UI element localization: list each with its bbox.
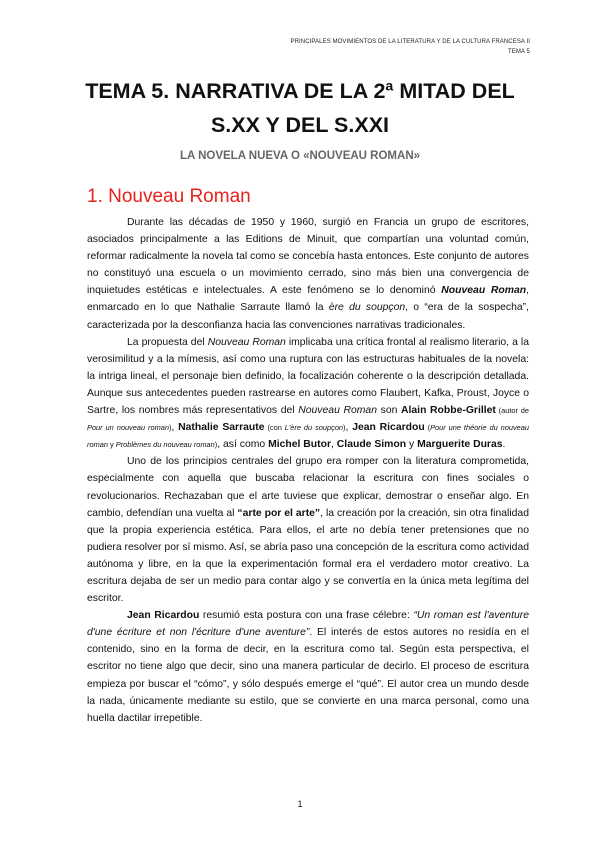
text-run: ère du soupçon — [328, 302, 406, 314]
title-line-2: S.XX Y DEL S.XXI — [210, 113, 390, 137]
text-run: ) — [214, 440, 218, 450]
text-run: Nouveau Roman — [298, 405, 377, 417]
text-run: Alain Robbe-Grillet — [401, 405, 496, 417]
text-run: y — [406, 439, 418, 451]
page-number: 1 — [297, 799, 303, 809]
paragraph — [87, 214, 529, 334]
title-line-1: TEMA 5. NARRATIVA DE LA 2ª MITAD DEL — [85, 79, 515, 103]
paragraph — [87, 334, 529, 454]
text-run: , así como — [217, 439, 269, 451]
text-run: Uno de los principios centrales del grupo era romper con la literatura comprometida, especialmente con aquella que buscaba relacionar la escritura con fines sociales o revolucionarios. Rechazaban que el arte tuviese que explicar, demostrar o enseñar algo. En cambio, defendían una vuelta al — [87, 456, 529, 519]
text-run: Michel Butor — [268, 439, 332, 451]
text-run: , — [345, 422, 353, 434]
text-run: Claude Simon — [336, 439, 407, 451]
paragraph — [87, 453, 529, 607]
document-title — [60, 74, 540, 142]
text-run: , o “era de la sospecha”, caracterizada por la desconfianza hacia las convenciones narrativas tradicionales. — [87, 302, 530, 331]
running-header — [290, 37, 530, 57]
text-run: implicaba una crítica frontal al realismo literario, a la verosimilitud y a la mímesis, así como una ruptura con las estructuras habituales de la novela: la intriga lineal, el personaje bien definido, la focalización coherente o la descripción detallada. Aunque sus antecedentes pueden rastrearse en autores como Flaubert, Kafka, Proust, Joyce o Sartre, los nombres más representativos del — [87, 336, 529, 417]
text-run: . El interés de estos autores no residía en el contenido, sino en la forma de decir, en la escritura como tal. Según esta perspectiva, el escritor no tiene algo que decir, sino una manera particular de decirlo. El proceso de escritura empieza por buscar el “cómo”, y sólo después emerge el “qué”. El autor crea un mundo desde la nada, únicamente mediante su estilo, que se convierte en una marca personal, como una huella dactilar irrepetible. — [87, 627, 529, 724]
text-run: Problèmes du nouveau roman — [115, 440, 215, 450]
text-run: L'ère du soupçon — [284, 423, 344, 433]
text-run: , enmarcado en lo que Nathalie Sarraute llamó la — [87, 285, 530, 314]
body-text — [87, 214, 529, 727]
text-run: (autor de — [495, 406, 530, 416]
text-run: Jean Ricardou — [127, 610, 200, 622]
text-run: ) — [343, 423, 346, 433]
text-run: . — [502, 439, 506, 451]
header-course-title: PRINCIPALES MOVIMIENTOS DE LA LITERATURA Y DE LA CULTURA FRANCESA II — [290, 39, 530, 45]
text-run: , — [171, 422, 179, 434]
text-run: “Un roman est l'aventure d'une écriture et non l'écriture d'une aventure” — [87, 610, 529, 639]
text-run: son — [376, 405, 402, 417]
text-run: Nouveau Roman — [441, 285, 527, 297]
text-run: Pour une théorie du nouveau roman — [87, 423, 529, 450]
paragraph — [87, 607, 529, 727]
text-run: Marguerite Duras — [417, 439, 503, 451]
text-run: y — [107, 440, 116, 450]
text-run: , — [331, 439, 337, 451]
text-run: Pour un nouveau roman — [87, 423, 169, 433]
document-subtitle: LA NOVELA NUEVA O «NOUVEAU ROMAN» — [179, 150, 421, 162]
text-run: ( — [424, 423, 431, 433]
text-run: Nathalie Sarraute — [178, 422, 265, 434]
text-run: Durante las décadas de 1950 y 1960, surgió en Francia un grupo de escritores, asociados principalmente a las Editions de Minuit, que compartían una voluntad común, reformar radicalmente la novela tal como se concebía hasta entonces. Este conjunto de autores no constituyó una escuela o un movimiento cerrado, sino más bien una convergencia de inquietudes estéticas e intelectuales. A este fenómeno se lo denominó — [87, 217, 529, 297]
text-run: resumió esta postura con una frase célebre: — [199, 610, 414, 622]
text-run: La propuesta del — [127, 336, 208, 348]
text-run: , la creación por la creación, sin otra finalidad que la propia experiencia estética. Para ellos, el arte no debía tener pretensiones que no pudiera resolver por sí mismo. Así, se abría paso una concepción de la escritura como actividad autónoma y libre, en la que la experimentación formal era el verdadero motor creativo. La escritura dejaba de ser un medio para contar algo y se convertía en la única meta legítima del escritor. — [87, 507, 529, 605]
header-topic: TEMA 5 — [508, 49, 530, 55]
text-run: Nouveau Roman — [207, 336, 286, 348]
text-run: “arte por el arte” — [237, 507, 321, 519]
text-run: Jean Ricardou — [352, 422, 425, 434]
section-heading: 1. Nouveau Roman — [87, 186, 251, 207]
text-run: (con — [264, 423, 285, 433]
text-run: ) — [168, 423, 172, 433]
